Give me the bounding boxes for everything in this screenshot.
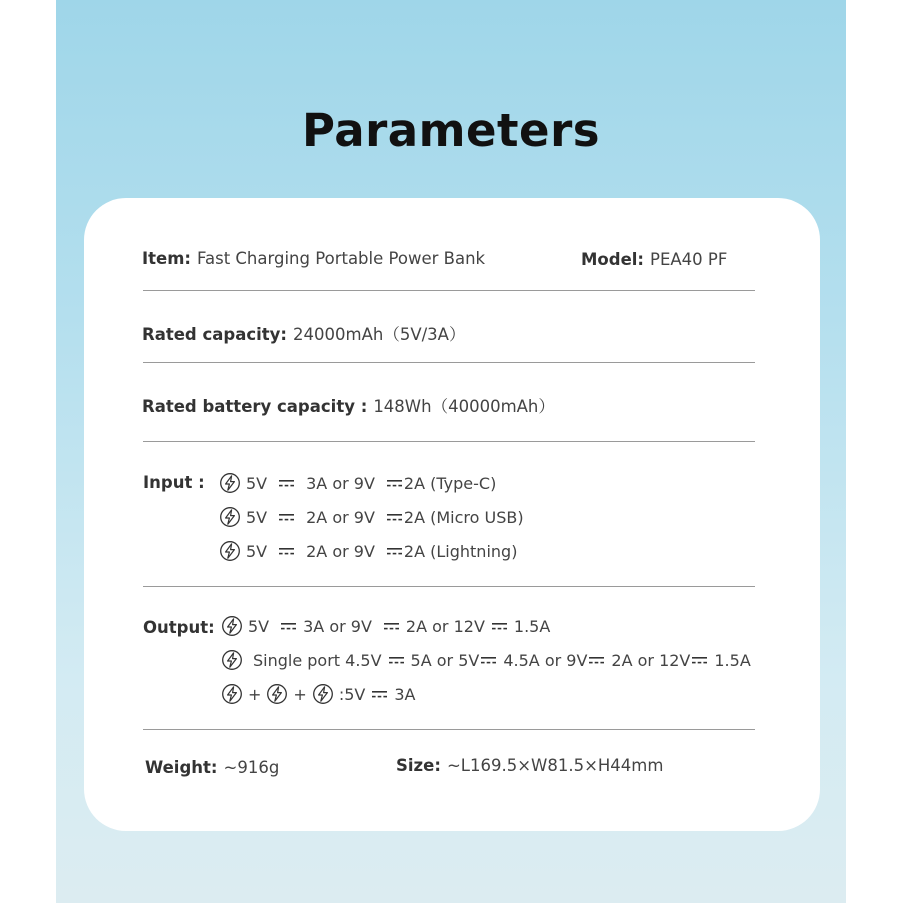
weight-row xyxy=(145,758,279,777)
divider xyxy=(143,586,755,587)
rated-capacity-value: 24000mAh（5V/3A） xyxy=(293,325,466,344)
lightning-bolt-icon xyxy=(219,506,241,528)
dc-current-icon xyxy=(481,656,496,665)
weight-value: ~916g xyxy=(223,758,280,777)
item-row xyxy=(142,249,485,268)
model-value: PEA40 PF xyxy=(650,250,728,269)
dc-current-icon xyxy=(387,513,402,522)
input-line-2 xyxy=(219,506,524,528)
item-value: Fast Charging Portable Power Bank xyxy=(197,249,486,268)
output-current: 1.5A xyxy=(513,616,551,636)
output-current: 3A or 9V xyxy=(303,616,372,636)
dc-current-icon xyxy=(372,690,387,699)
size-value: ~L169.5×W81.5×H44mm xyxy=(446,756,664,775)
size-label: Size: xyxy=(396,756,441,775)
output-current: 5A or 5V xyxy=(410,650,480,670)
plus-sign: + xyxy=(248,684,262,704)
input-label-text: Input : xyxy=(143,473,205,492)
lightning-bolt-icon xyxy=(221,615,243,637)
size-row xyxy=(396,756,663,775)
lightning-bolt-icon xyxy=(312,683,334,705)
output-voltage: :5V xyxy=(338,684,366,704)
dc-current-icon xyxy=(589,656,604,665)
dc-current-icon xyxy=(281,622,296,631)
divider xyxy=(143,729,755,730)
divider xyxy=(143,290,755,291)
dc-current-icon xyxy=(492,622,507,631)
input-current: 3A or 9V xyxy=(306,473,375,493)
battery-capacity-value: 148Wh（40000mAh） xyxy=(373,397,555,416)
dc-current-icon xyxy=(384,622,399,631)
model-label: Model: xyxy=(581,250,645,269)
output-label xyxy=(143,618,215,637)
input-current: 2A (Type-C) xyxy=(403,473,497,493)
battery-capacity-label: Rated battery capacity : xyxy=(142,397,368,416)
divider xyxy=(143,362,755,363)
dc-current-icon xyxy=(692,656,707,665)
output-voltage: Single port 4.5V xyxy=(253,650,382,670)
lightning-bolt-icon xyxy=(221,649,243,671)
battery-capacity-row xyxy=(142,393,555,417)
output-current: 3A xyxy=(394,684,416,704)
output-label-text: Output: xyxy=(143,618,215,637)
weight-label: Weight: xyxy=(145,758,218,777)
input-current: 2A or 9V xyxy=(306,541,375,561)
output-line-3 xyxy=(221,683,415,705)
lightning-bolt-icon xyxy=(221,683,243,705)
input-voltage: 5V xyxy=(246,507,268,527)
rated-capacity-row xyxy=(142,321,465,345)
input-label xyxy=(143,473,205,492)
input-current: 2A (Micro USB) xyxy=(403,507,524,527)
model-row xyxy=(581,250,727,269)
input-line-3 xyxy=(219,540,517,562)
output-line-1 xyxy=(221,615,550,637)
input-voltage: 5V xyxy=(246,473,268,493)
input-voltage: 5V xyxy=(246,541,268,561)
dc-current-icon xyxy=(279,547,294,556)
dc-current-icon xyxy=(389,656,404,665)
page-title: Parameters xyxy=(301,104,601,157)
dc-current-icon xyxy=(279,479,294,488)
input-current: 2A or 9V xyxy=(306,507,375,527)
divider xyxy=(143,441,755,442)
rated-capacity-label: Rated capacity: xyxy=(142,325,288,344)
output-current: 4.5A or 9V xyxy=(503,650,588,670)
output-line-2 xyxy=(221,649,751,671)
lightning-bolt-icon xyxy=(219,472,241,494)
lightning-bolt-icon xyxy=(266,683,288,705)
output-current: 2A or 12V xyxy=(405,616,485,636)
item-label: Item: xyxy=(142,249,192,268)
lightning-bolt-icon xyxy=(219,540,241,562)
input-current: 2A (Lightning) xyxy=(403,541,518,561)
output-current: 1.5A xyxy=(714,650,751,670)
input-line-1 xyxy=(219,472,496,494)
dc-current-icon xyxy=(387,479,402,488)
plus-sign: + xyxy=(293,684,307,704)
dc-current-icon xyxy=(387,547,402,556)
dc-current-icon xyxy=(279,513,294,522)
output-voltage: 5V xyxy=(248,616,270,636)
output-current: 2A or 12V xyxy=(611,650,691,670)
